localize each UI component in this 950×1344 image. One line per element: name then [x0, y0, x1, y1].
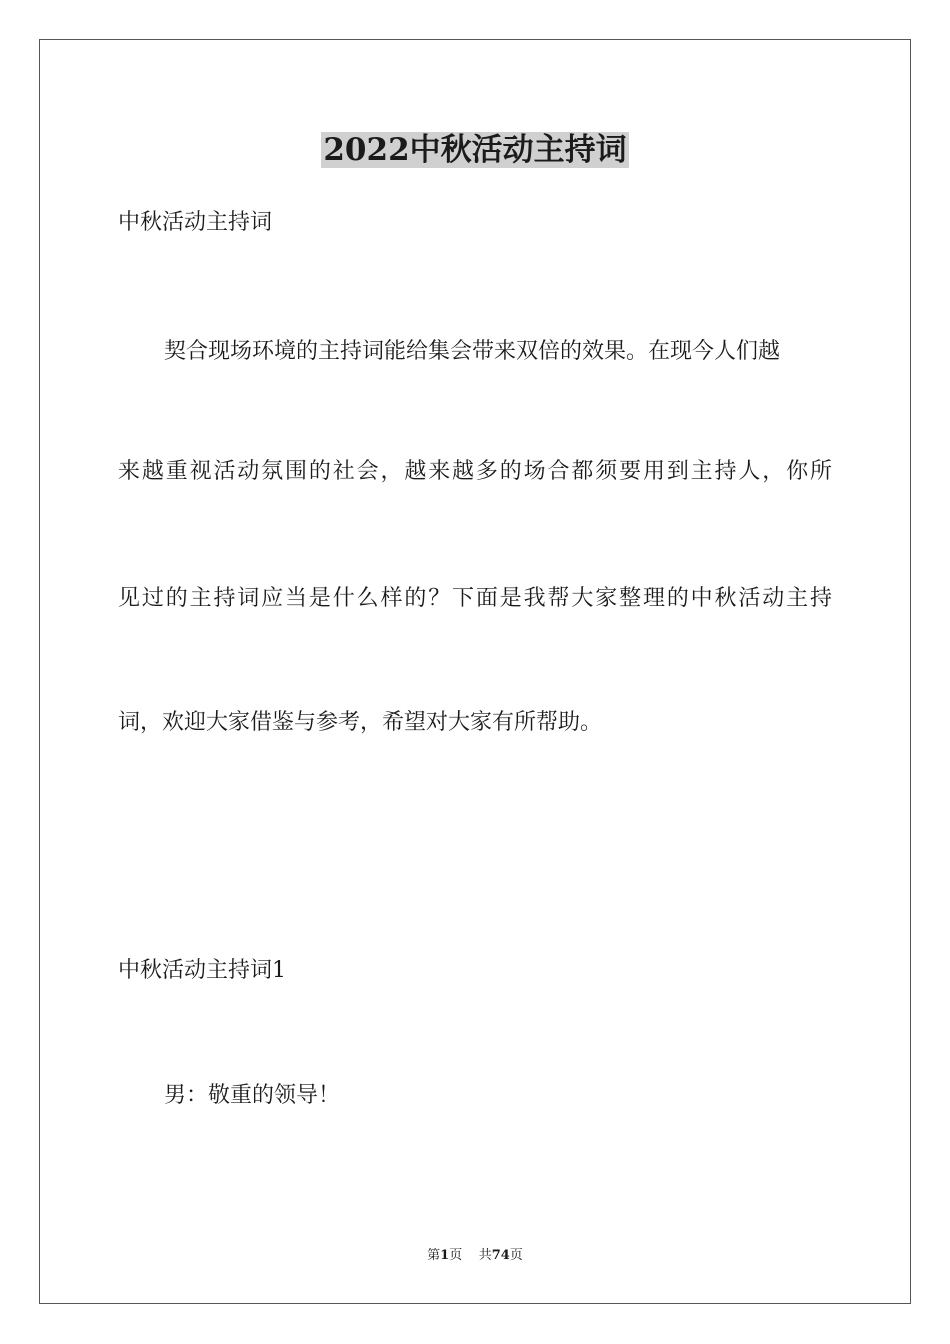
- section-heading: 中秋活动主持词1: [118, 958, 286, 983]
- intro-paragraph-line-3: 见过的主持词应当是什么样的？下面是我帮大家整理的中秋活动主持: [118, 586, 832, 611]
- intro-paragraph-line-2: 来越重视活动氛围的社会，越来越多的场合都须要用到主持人，你所: [118, 459, 832, 484]
- footer-total-suffix: 页: [509, 1248, 523, 1263]
- document-title-text: 2022中秋活动主持词: [323, 132, 627, 168]
- page-footer: [0, 1247, 950, 1265]
- speech-line: 男：敬重的领导！: [164, 1083, 341, 1108]
- footer-page-prefix: 第: [427, 1248, 441, 1263]
- footer-total-pages: 74: [491, 1248, 510, 1263]
- document-title: [0, 128, 950, 172]
- footer-page-number: 1: [440, 1248, 450, 1263]
- intro-paragraph-line-1: 契合现场环境的主持词能给集会带来双倍的效果。在现今人们越: [164, 339, 781, 364]
- document-subtitle: 中秋活动主持词: [118, 210, 273, 235]
- intro-paragraph-line-4: 词，欢迎大家借鉴与参考，希望对大家有所帮助。: [118, 710, 603, 735]
- footer-total-prefix: 共: [478, 1248, 492, 1263]
- footer-page-suffix: 页: [449, 1248, 463, 1263]
